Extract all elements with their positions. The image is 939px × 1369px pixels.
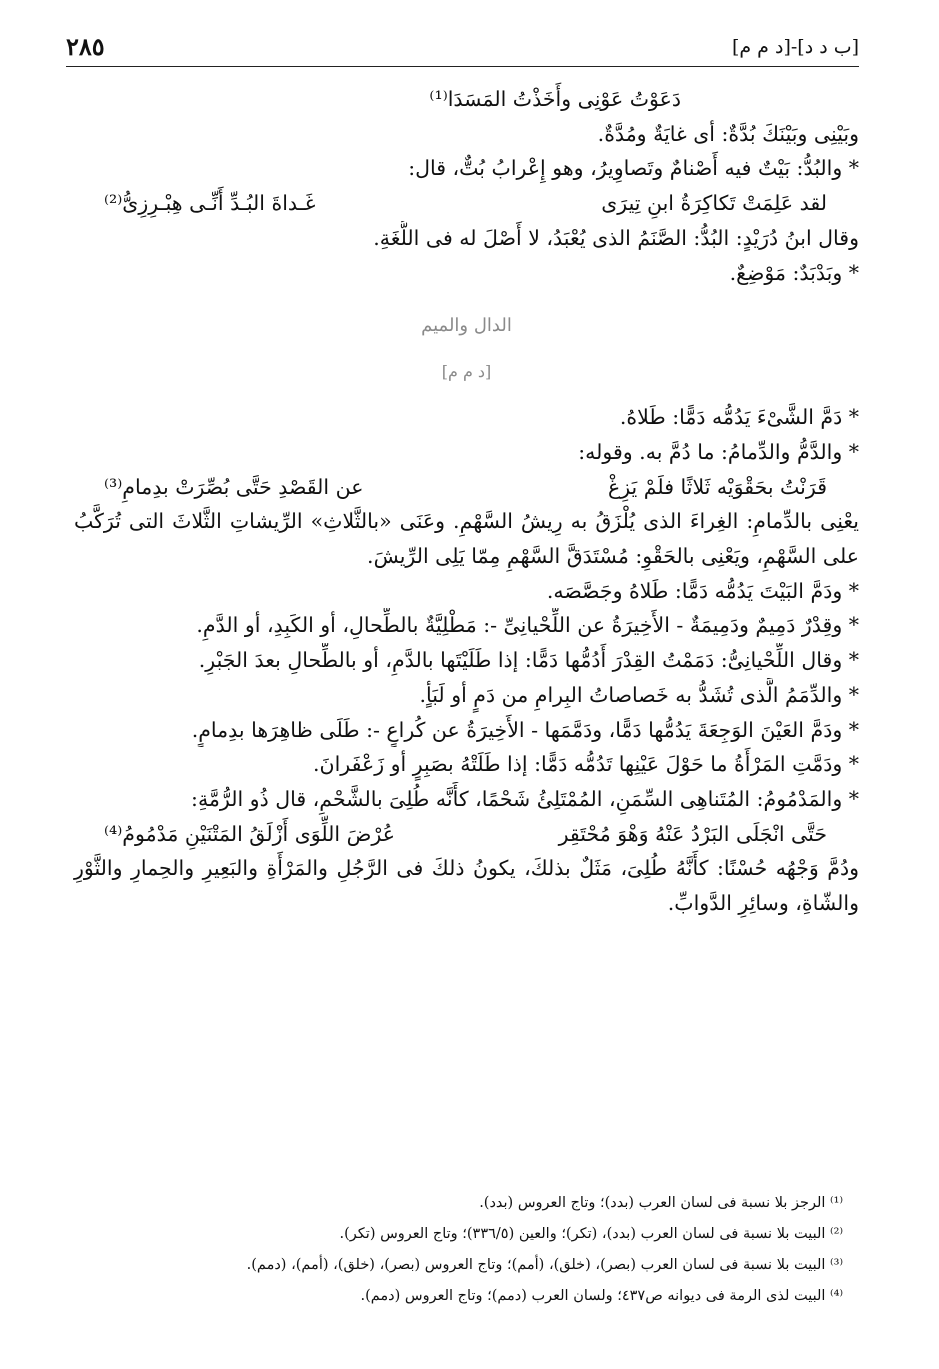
text-line: * ودَمَّتِ المَرْأَةُ ما حَوْلَ عَيْنِها تَدُمُّه دَمًّا: إذا طَلَتْهُ بصَبِرٍ أو زَعْفَرانَ. [313, 752, 859, 777]
text-line: * والمَدْمُومُ: المُتَناهِى السِّمَنِ، المُمْتَلِئُ شَحْمًا، كأَنَّه طُلِىَ بالشَّحْمِ، قال ذُو الرُّمَّةِ: [191, 786, 859, 811]
text-line: * وقِدْرٌ دَمِيمٌ ودَمِيمَةٌ - الأَخِيرَةُ عن اللِّحْيانِىِّ -: مَطْلِيَّةٌ بالطِّحالِ، أو الكَبِدِ، أو الدَّمِ. [196, 613, 859, 638]
entry-body [74, 82, 859, 921]
text-line: * والبُدُّ: بَيْتٌ فيه أَصْنامٌ وتَصاوِيرُ، وهو إِعْرابُ بُتٌّ، قال: [408, 156, 859, 181]
poetry-verse [74, 186, 859, 221]
page-number: ٢٨٥ [66, 32, 105, 61]
text-line: * وقال اللِّحْيانِىُّ: دَمَمْتُ القِدْرَ أَدُمُّها دَمًّا: إذا طَلَيْتَها بالدَّمِ، أو بالطِّحالِ بعدَ الجَبْرِ. [198, 648, 859, 673]
text-line: * وبَدْبَدٌ: مَوْضِعٌ. [729, 260, 859, 285]
text-line: * ودَمَّ العَيْنَ الوَجِعَةَ يَدُمُّها دَمًّا، ودَمَّمَها - الأَخِيرَةُ عن كُراعٍ -: طَلَى ظاهِرَها بدِمامٍ. [191, 717, 859, 742]
footnote: ⁽¹⁾ الرجز بلا نسبة فى لسان العرب (بدد)؛ وتاج العروس (بدد). [479, 1195, 843, 1211]
text-line: دَعَوْتُ عَوْنِى وأَخَذْتُ المَسَدَا⁽¹⁾ [429, 87, 681, 111]
verse-first-hemistich: قَرَنْتُ بحَقْوَيْه ثَلاثًا فلَمْ يَزِغْ [608, 474, 827, 499]
poetry-verse [74, 470, 859, 505]
footnote: ⁽²⁾ البيت بلا نسبة فى لسان العرب (بدد)، (تكر)؛ والعين (٣٣٦/٥)؛ وتاج العروس (تكر). [339, 1226, 843, 1242]
section-root: [د م م] [441, 362, 492, 382]
verse-first-hemistich: حَتَّى انْجَلَى البَرْدُ عَنْهُ وَهْوَ مُحْتَقِر [558, 821, 827, 846]
verse-second-hemistich: عن القَصْدِ حَتَّى بُصِّرَتْ بدِمامِ⁽³⁾ [104, 474, 364, 499]
text-line: وبَيْنِى وبَيْنَكَ بُدَّةٌ: أى غايَةٌ ومُدَّةٌ. [597, 121, 859, 146]
footnote: ⁽⁴⁾ البيت لذى الرمة فى ديوانه ص٤٣٧؛ ولسان العرب (دمم)؛ وتاج العروس (دمم). [360, 1288, 843, 1304]
verse-first-hemistich: لقد عَلِمَتْ تَكاكِرَةُ ابنِ تِيرَى [601, 191, 827, 216]
text-line: * والدَّمُّ والدِّمامُ: ما دُمَّ به. وقوله: [578, 439, 859, 464]
verse-second-hemistich: غَـداةَ البُـدِّ أَنِّـى هِبْـرِزِىُّ⁽²⁾ [104, 191, 316, 216]
header-root-range: [ب د د]-[د م م] [731, 36, 859, 58]
page-header [66, 30, 859, 67]
section-title: الدال والميم [421, 315, 512, 337]
verse-second-hemistich: عُرْضَ اللِّوَى أَزْلَقُ المَتْنَيْنِ مَدْمُومُ⁽⁴⁾ [104, 821, 395, 846]
text-line: * دَمَّ الشَّىْءَ يَدُمُّه دَمًّا: طَلاهُ. [619, 405, 859, 430]
text-line: وقال ابنُ دُرَيْدٍ: البُدُّ: الصَّنَمُ الذى يُعْبَدُ، لا أَصْلَ له فى اللُّغَةِ. [373, 225, 859, 250]
poetry-verse [74, 817, 859, 852]
footnote: ⁽³⁾ البيت بلا نسبة فى لسان العرب (بصر)، (خلق)، (أمم)؛ وتاج العروس (بصر)، (خلق)، (أمم)، (دمم). [246, 1257, 843, 1273]
text-paragraph: يعْنِى بالدِّمامِ: الغِراءَ الذى يُلْزَقُ به رِيشُ السَّهْمِ. وعَنَى «بالثَّلاثِ» الرِّيشاتِ الثَّلاثَ التى تُرَكَّبُ على السَّهْمِ، ويَعْنِى بالحَقْوِ: مُسْتَدَقَّ السَّهْمِ مِمّا يَلِى الرِّيشَ. [74, 509, 860, 569]
text-line: * والدِّمَمُ الَّذى تُشَدُّ به خَصاصاتُ البِرامِ من دَمٍ أو لَبَأٍ. [419, 682, 859, 707]
text-line: * ودَمَّ البَيْتَ يَدُمُّه دَمًّا: طَلاهُ وجَصَّصَه. [546, 578, 859, 603]
text-paragraph: ودُمَّ وَجْهُه حُسْنًا: كأَنَّهُ طُلِىَ، مَثَلٌ بذلكَ، يكونُ ذلكَ فى الرَّجُلِ والمَرْأَةِ والبَعِيرِ والحِمارِ والثَّوْرِ والشّاةِ، وسائِرِ الدَّوابِّ. [74, 856, 859, 916]
footnotes [160, 1188, 843, 1312]
